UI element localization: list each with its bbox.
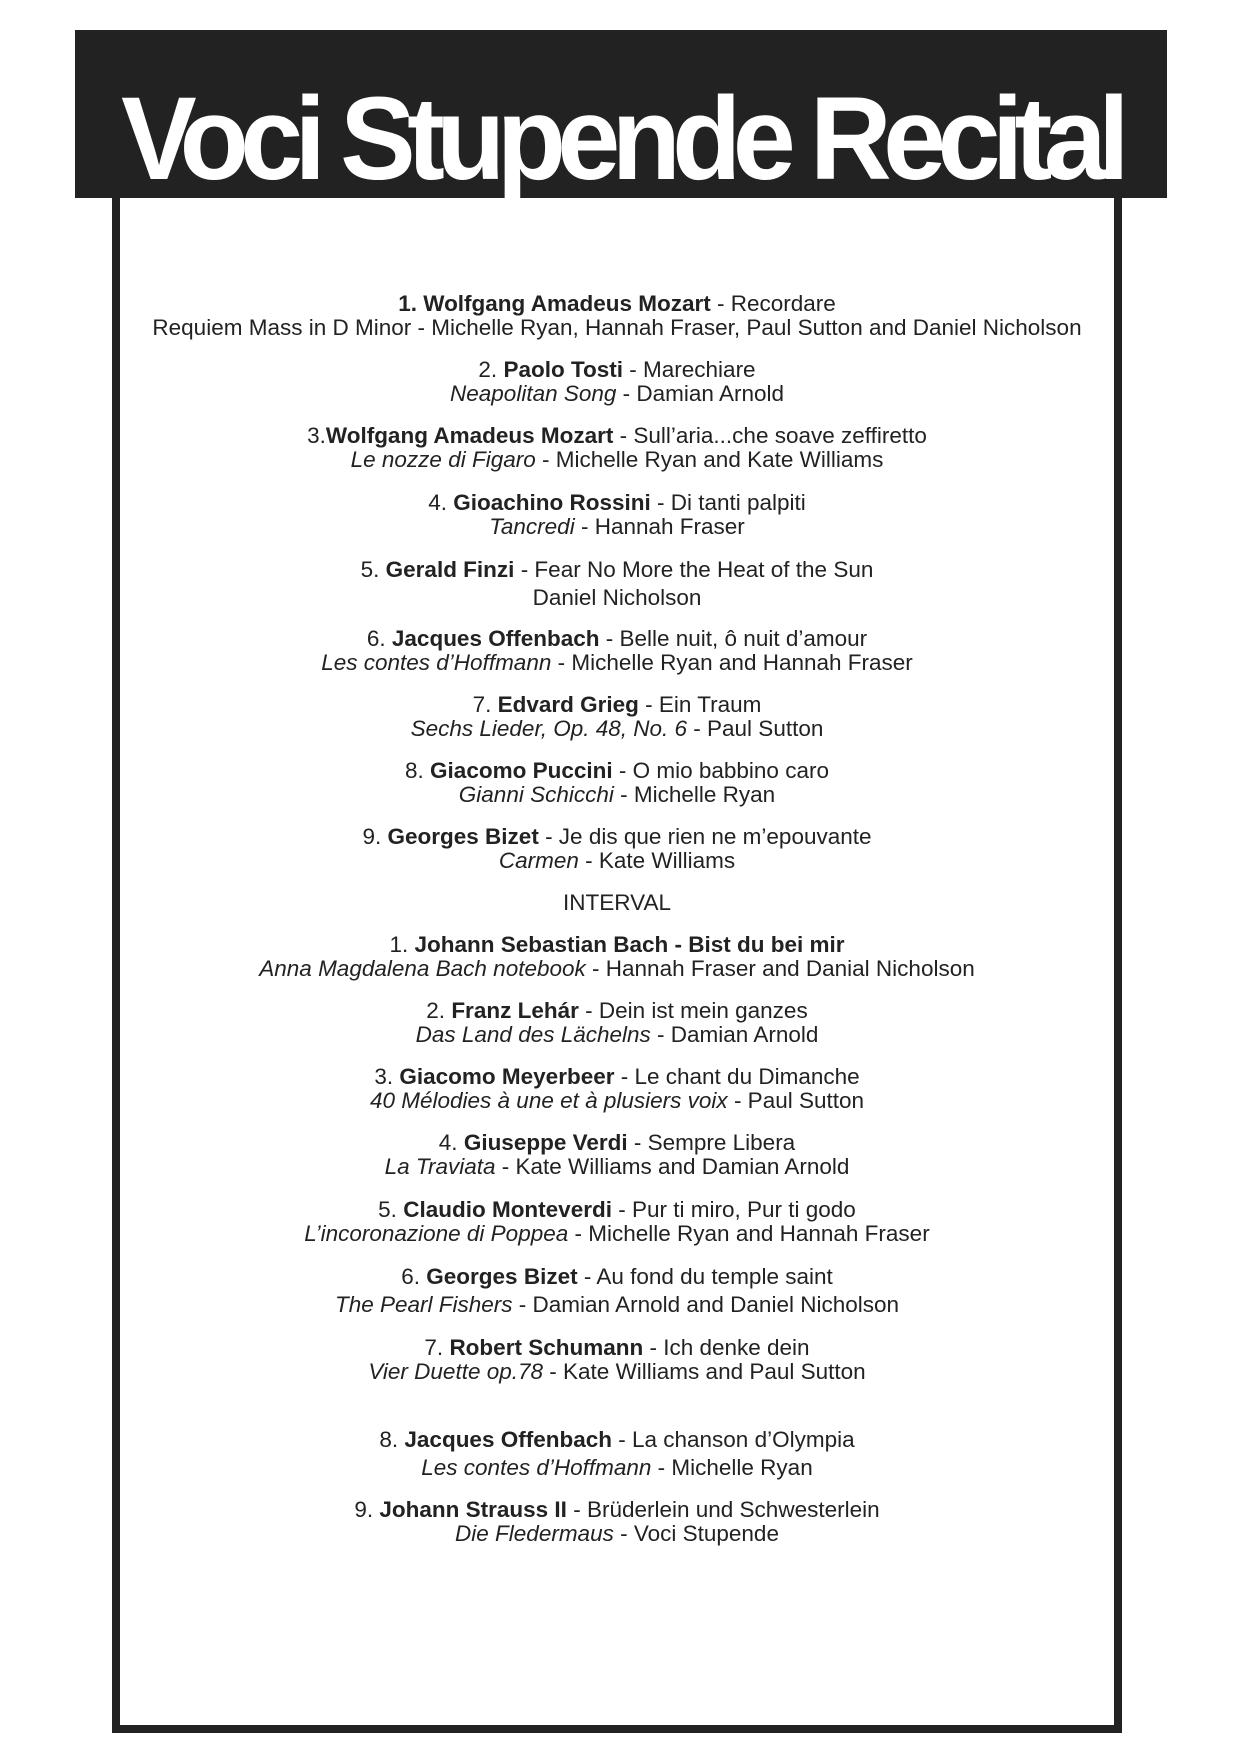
source-line — [120, 1522, 1114, 1546]
composer-name: Georges Bizet — [387, 824, 539, 849]
performers: - Paul Sutton — [687, 716, 824, 741]
composer-name: Claudio Monteverdi — [403, 1197, 612, 1222]
source-work: L’incoronazione di Poppea — [304, 1221, 569, 1246]
source-work: La Traviata — [384, 1154, 496, 1179]
source-line — [120, 849, 1114, 873]
piece-title: - Ich denke dein — [643, 1335, 810, 1360]
piece-title: - La chanson d’Olympia — [611, 1427, 855, 1452]
composer-name: Wolfgang Amadeus Mozart — [423, 291, 711, 316]
item-number: 3. — [374, 1064, 394, 1089]
source-line — [120, 316, 1114, 340]
program-item — [120, 1428, 1114, 1480]
program-item — [120, 1265, 1114, 1317]
item-number: 6. — [366, 626, 386, 651]
source-work: Carmen — [498, 848, 579, 873]
item-number: 4. — [428, 490, 447, 515]
source-work: Le nozze di Figaro — [350, 447, 536, 472]
item-number: 8. — [405, 758, 424, 783]
composer-name: Jacques Offenbach — [404, 1427, 612, 1452]
performers: - Michelle Ryan and Hannah Fraser — [551, 650, 913, 675]
item-number: 9. — [362, 824, 382, 849]
piece-title: - Sull’aria...che soave zeffiretto — [613, 423, 927, 448]
item-number: 2. — [478, 357, 498, 382]
item-number: 5. — [360, 557, 380, 582]
performers: - Kate Williams and Paul Sutton — [543, 1359, 866, 1384]
piece-title: - Fear No More the Heat of the Sun — [514, 557, 874, 582]
piece-line — [120, 1336, 1114, 1360]
composer-name: Jacques Offenbach — [391, 626, 600, 651]
piece-title: - Pur ti miro, Pur ti godo — [611, 1197, 856, 1222]
program-item — [120, 1198, 1114, 1246]
composer-name: Johann Sebastian Bach - Bist du bei mir — [414, 932, 845, 957]
program-item — [120, 627, 1114, 675]
source-line — [120, 783, 1114, 807]
piece-title: - Sempre Libera — [627, 1130, 796, 1155]
source-work: Anna Magdalena Bach notebook — [259, 956, 586, 981]
performers: - Michelle Ryan — [651, 1455, 813, 1480]
piece-title: - Di tanti palpiti — [650, 490, 806, 515]
second-half-list — [120, 933, 1114, 1546]
program-item — [120, 424, 1114, 472]
source-work: Das Land des Lächelns — [415, 1022, 651, 1047]
composer-name: Giacomo Meyerbeer — [399, 1064, 615, 1089]
performers: - Hannah Fraser and Danial Nicholson — [585, 956, 975, 981]
piece-line — [120, 292, 1114, 316]
piece-line — [120, 1265, 1114, 1289]
piece-line — [120, 933, 1114, 957]
performers: - Damian Arnold — [616, 381, 784, 406]
source-line — [120, 1222, 1114, 1246]
program-item — [120, 1498, 1114, 1546]
piece-title: - Au fond du temple saint — [577, 1264, 833, 1289]
source-work: Les contes d’Hoffmann — [421, 1455, 652, 1480]
piece-line — [120, 999, 1114, 1023]
piece-line — [120, 1065, 1114, 1089]
item-number: 1. — [398, 291, 417, 316]
program-item — [120, 825, 1114, 873]
item-number: 4. — [438, 1130, 458, 1155]
source-line — [120, 957, 1114, 981]
source-line — [120, 586, 1114, 610]
source-work: Gianni Schicchi — [458, 782, 614, 807]
item-number: 3. — [307, 423, 326, 448]
program-item — [120, 999, 1114, 1047]
source-work: Tancredi — [489, 514, 575, 539]
source-line — [120, 515, 1114, 539]
performers: - Michelle Ryan and Kate Williams — [535, 447, 884, 472]
program-item — [120, 1336, 1114, 1384]
program-item — [120, 933, 1114, 981]
first-half-list — [120, 292, 1114, 873]
composer-name: Giacomo Puccini — [430, 758, 613, 783]
source-line — [120, 1293, 1114, 1317]
source-work: Die Fledermaus — [455, 1521, 614, 1546]
performers: Requiem Mass in D Minor - Michelle Ryan, Hannah Fraser, Paul Sutton and Daniel Nicholson — [152, 315, 1082, 340]
interval-label: INTERVAL — [563, 890, 671, 915]
piece-line — [120, 693, 1114, 717]
program-item — [120, 558, 1114, 610]
composer-name: Edvard Grieg — [497, 692, 639, 717]
source-work: Vier Duette op.78 — [368, 1359, 544, 1384]
source-work: The Pearl Fishers — [334, 1292, 513, 1317]
program-item — [120, 358, 1114, 406]
piece-title: - Brüderlein und Schwesterlein — [566, 1497, 880, 1522]
source-line — [120, 1023, 1114, 1047]
performers: - Paul Sutton — [727, 1088, 865, 1113]
source-line — [120, 448, 1114, 472]
piece-title: - Ein Traum — [638, 692, 762, 717]
page-title: Voci Stupende Recital — [121, 73, 1121, 205]
piece-title: - Belle nuit, ô nuit d’amour — [599, 626, 868, 651]
item-number: 1. — [389, 932, 409, 957]
performers: - Kate Williams and Damian Arnold — [495, 1154, 850, 1179]
source-work: Sechs Lieder, Op. 48, No. 6 — [410, 716, 688, 741]
performers: - Damian Arnold and Daniel Nicholson — [512, 1292, 900, 1317]
piece-title: - Recordare — [710, 291, 836, 316]
item-number: 2. — [426, 998, 446, 1023]
source-work: Neapolitan Song — [450, 381, 617, 406]
composer-name: Johann Strauss II — [379, 1497, 567, 1522]
piece-line — [120, 558, 1114, 582]
item-number: 9. — [354, 1497, 374, 1522]
source-line — [120, 651, 1114, 675]
piece-line — [120, 358, 1114, 382]
program-list — [120, 292, 1114, 1546]
item-number: 7. — [424, 1335, 444, 1360]
piece-title: - Marechiare — [623, 357, 756, 382]
program-item — [120, 292, 1114, 340]
source-line — [120, 1155, 1114, 1179]
item-number: 8. — [379, 1427, 399, 1452]
composer-name: Franz Lehár — [451, 998, 579, 1023]
composer-name: Paolo Tosti — [503, 357, 624, 382]
piece-title: - O mio babbino caro — [612, 758, 829, 783]
piece-line — [120, 1198, 1114, 1222]
source-work: Les contes d’Hoffmann — [321, 650, 552, 675]
piece-title: - Le chant du Dimanche — [614, 1064, 860, 1089]
source-line — [120, 1360, 1114, 1384]
composer-name: Georges Bizet — [426, 1264, 578, 1289]
performers: Daniel Nicholson — [532, 585, 702, 610]
program-item — [120, 759, 1114, 807]
item-number: 5. — [378, 1197, 397, 1222]
item-number: 7. — [472, 692, 492, 717]
piece-line — [120, 424, 1114, 448]
title-banner — [75, 30, 1167, 205]
source-line — [120, 1456, 1114, 1480]
program-item — [120, 491, 1114, 539]
piece-line — [120, 1428, 1114, 1452]
performers: - Michelle Ryan — [613, 782, 776, 807]
piece-line — [120, 825, 1114, 849]
piece-title: - Je dis que rien ne m’epouvante — [538, 824, 872, 849]
composer-name: Gerald Finzi — [385, 557, 515, 582]
program-item — [120, 693, 1114, 741]
performers: - Kate Williams — [578, 848, 736, 873]
performers: - Voci Stupende — [613, 1521, 779, 1546]
composer-name: Robert Schumann — [449, 1335, 644, 1360]
piece-line — [120, 491, 1114, 515]
program-item — [120, 1131, 1114, 1179]
performers: - Michelle Ryan and Hannah Fraser — [568, 1221, 930, 1246]
program-item — [120, 1065, 1114, 1113]
performers: - Damian Arnold — [650, 1022, 819, 1047]
performers: - Hannah Fraser — [574, 514, 745, 539]
source-work: 40 Mélodies à une et à plusiers voix — [369, 1088, 728, 1113]
item-number: 6. — [401, 1264, 421, 1289]
piece-title: - Dein ist mein ganzes — [578, 998, 808, 1023]
composer-name: Wolfgang Amadeus Mozart — [325, 423, 614, 448]
composer-name: Giuseppe Verdi — [463, 1130, 628, 1155]
composer-name: Gioachino Rossini — [453, 490, 651, 515]
piece-line — [120, 1131, 1114, 1155]
source-line — [120, 382, 1114, 406]
piece-line — [120, 1498, 1114, 1522]
source-line — [120, 717, 1114, 741]
source-line — [120, 1089, 1114, 1113]
piece-line — [120, 759, 1114, 783]
piece-line — [120, 627, 1114, 651]
